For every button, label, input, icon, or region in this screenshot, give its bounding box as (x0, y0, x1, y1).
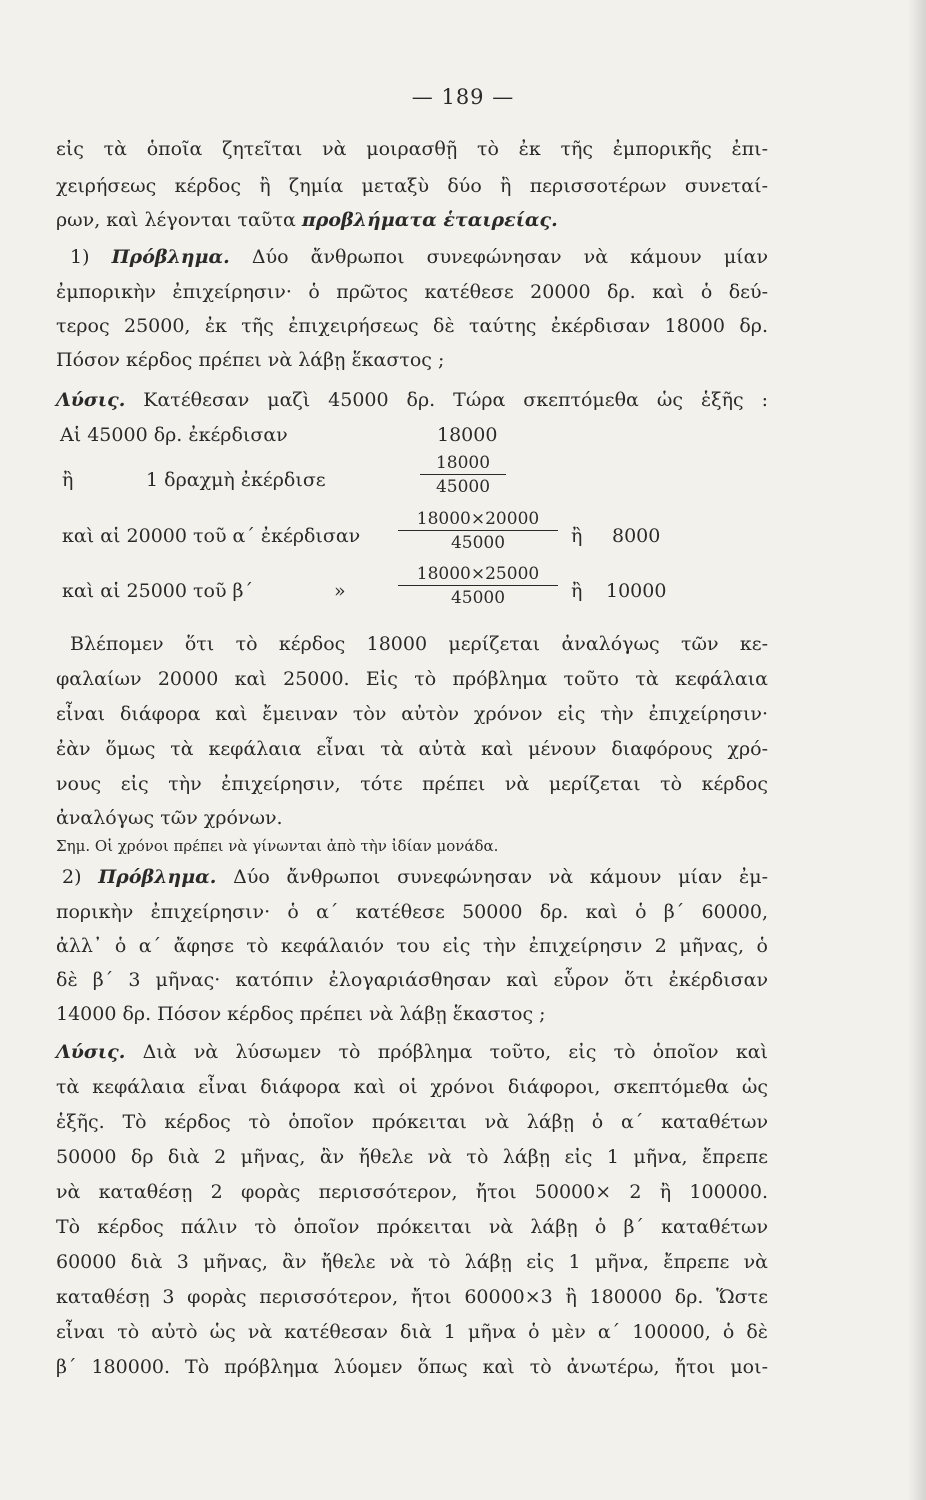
text-span: Δύο ἄνθρωποι συνεφώνησαν νὰ κάμουν μίαν (251, 246, 768, 268)
text-line: δὲ β΄ 3 μῆνας· κατόπιν ἐλογαριάσθησαν καὶ εὗρον ὅτι ἐκέρδισαν (56, 969, 768, 991)
row2-fraction (420, 453, 506, 497)
text-line: εἰς τὰ ὁποῖα ζητεῖται νὰ μοιρασθῇ τὸ ἐκ τῆς ἐμπορικῆς ἐπι- (56, 138, 768, 160)
text-line: Βλέπομεν ὅτι τὸ κέρδος 18000 μερίζεται ἀναλόγως τῶν κε- (70, 633, 768, 655)
text-line: εἶναι διάφορα καὶ ἔμειναν τὸν αὐτὸν χρόνον εἰς τὴν ἐπιχείρησιν· (56, 703, 768, 725)
row4-fraction (398, 564, 558, 608)
problem-number: 1) (70, 246, 90, 268)
text-span: ρων, καὶ λέγονται ταῦτα (56, 209, 296, 231)
fraction-numerator: 18000 (420, 453, 506, 475)
text-line (56, 208, 768, 232)
fraction-denominator: 45000 (450, 533, 506, 553)
page-edge-shadow (908, 0, 926, 1500)
text-line: ἐὰν ὅμως τὰ κεφάλαια εἶναι τὰ αὐτὰ καὶ μένουν διαφόρους χρό- (56, 738, 768, 760)
text-line: φαλαίων 20000 καὶ 25000. Εἰς τὸ πρόβλημα τοῦτο τὰ κεφάλαια (56, 668, 768, 690)
text-line: 60000 διὰ 3 μῆνας, ἂν ἤθελε νὰ τὸ λάβῃ εἰς 1 μῆνα, ἔπρεπε νὰ (56, 1251, 768, 1273)
solution-heading: Λύσις. (56, 1041, 126, 1063)
text-line: 50000 δρ διὰ 2 μῆνας, ἂν ἤθελε νὰ τὸ λάβῃ εἰς 1 μῆνα, ἔπρεπε (56, 1146, 768, 1168)
text-line: νους εἰς τὴν ἐπιχείρησιν, τότε πρέπει νὰ μερίζεται τὸ κέρδος (56, 773, 768, 795)
solution-1-first-line (56, 388, 768, 412)
problem-number: 2) (62, 866, 82, 888)
text-line: καταθέσῃ 3 φορὰς περισσότερον, ἤτοι 60000×3 ἢ 180000 δρ. Ὥστε (56, 1286, 768, 1308)
text-line: ἀναλόγως τῶν χρόνων. (56, 807, 283, 829)
page-number: — 189 — (411, 85, 515, 109)
note: Σημ. Οἱ χρόνοι πρέπει νὰ γίνωνται ἀπὸ τὴν ἰδίαν μονάδα. (56, 837, 499, 855)
fraction-numerator: 18000×20000 (398, 509, 558, 531)
text-line: β΄ 180000. Τὸ πρόβλημα λύομεν ὅπως καὶ τὸ ἀνωτέρω, ἤτοι μοι- (56, 1356, 768, 1378)
text-line: Πόσον κέρδος πρέπει νὰ λάβῃ ἕκαστος ; (56, 349, 445, 371)
text-line: νὰ καταθέσῃ 2 φορὰς περισσότερον, ἤτοι 50000× 2 ἢ 100000. (56, 1181, 768, 1203)
row4-or: ἢ (571, 580, 583, 602)
row4-result: 10000 (606, 580, 667, 602)
row2-prefix: ἢ (62, 469, 74, 491)
text-line: ἀλλ᾽ ὁ α΄ ἄφησε τὸ κεφάλαιόν του εἰς τὴν ἐπιχείρησιν 2 μῆνας, ὁ (56, 935, 768, 957)
problem-heading: Πρόβλημα. (111, 246, 230, 268)
row3-result: 8000 (612, 525, 661, 547)
text-line: τὰ κεφάλαια εἶναι διάφορα καὶ οἱ χρόνοι διάφοροι, σκεπτόμεθα ὡς (56, 1076, 768, 1098)
text-line: χειρήσεως κέρδος ἢ ζημία μεταξὺ δύο ἢ περισσοτέρων συνεταί- (56, 175, 768, 197)
problem-heading: Πρόβλημα. (98, 866, 217, 888)
solution-heading: Λύσις. (56, 389, 126, 411)
row3-or: ἢ (571, 525, 583, 547)
text-line: ἑξῆς. Τὸ κέρδος τὸ ὁποῖον πρόκειται νὰ λάβῃ ὁ α΄ καταθέτων (56, 1111, 768, 1133)
text-line: εἶναι τὸ αὐτὸ ὡς νὰ κατέθεσαν διὰ 1 μῆνα ὁ μὲν α΄ 100000, ὁ δὲ (56, 1321, 768, 1343)
text-line: Τὸ κέρδος πάλιν τὸ ὁποῖον πρόκειται νὰ λάβῃ ὁ β΄ καταθέτων (56, 1216, 768, 1238)
text-span: Κατέθεσαν μαζὶ 45000 δρ. Τώρα σκεπτόμεθα ὡς ἑξῆς : (143, 389, 768, 411)
fraction-numerator: 18000×25000 (398, 564, 558, 586)
text-span: Διὰ νὰ λύσωμεν τὸ πρόβλημα τοῦτο, εἰς τὸ ὁποῖον καὶ (142, 1041, 768, 1063)
row4-label: καὶ αἱ 25000 τοῦ β΄ (62, 580, 254, 602)
text-line: ἐμπορικὴν ἐπιχείρησιν· ὁ πρῶτος κατέθεσε 20000 δρ. καὶ ὁ δεύ- (56, 281, 768, 303)
text-line: 14000 δρ. Πόσον κέρδος πρέπει νὰ λάβῃ ἕκαστος ; (56, 1003, 546, 1025)
row1-value: 18000 (437, 424, 498, 446)
row2-label: 1 δραχμὴ ἐκέρδισε (146, 469, 326, 491)
problem-2-first-line (62, 865, 768, 889)
row1-label: Αἱ 45000 δρ. ἐκέρδισαν (60, 424, 288, 446)
text-line: πορικὴν ἐπιχείρησιν· ὁ α΄ κατέθεσε 50000 δρ. καὶ ὁ β΄ 60000, (56, 901, 768, 923)
text-span: Δύο ἄνθρωποι συνεφώνησαν νὰ κάμουν μίαν ἐμ- (233, 866, 769, 888)
row3-label: καὶ αἱ 20000 τοῦ α΄ ἐκέρδισαν (62, 525, 361, 547)
text-line: τερος 25000, ἐκ τῆς ἐπιχειρήσεως δὲ ταύτης ἐκέρδισαν 18000 δρ. (56, 315, 768, 337)
row4-ditto: » (334, 580, 346, 602)
solution-2-first-line (56, 1040, 768, 1064)
fraction-denominator: 45000 (450, 588, 506, 608)
problem-1-first-line (70, 245, 768, 269)
row3-fraction (398, 509, 558, 553)
term-emphasis: προβλήματα ἑταιρείας. (301, 209, 558, 231)
fraction-denominator: 45000 (435, 477, 491, 497)
